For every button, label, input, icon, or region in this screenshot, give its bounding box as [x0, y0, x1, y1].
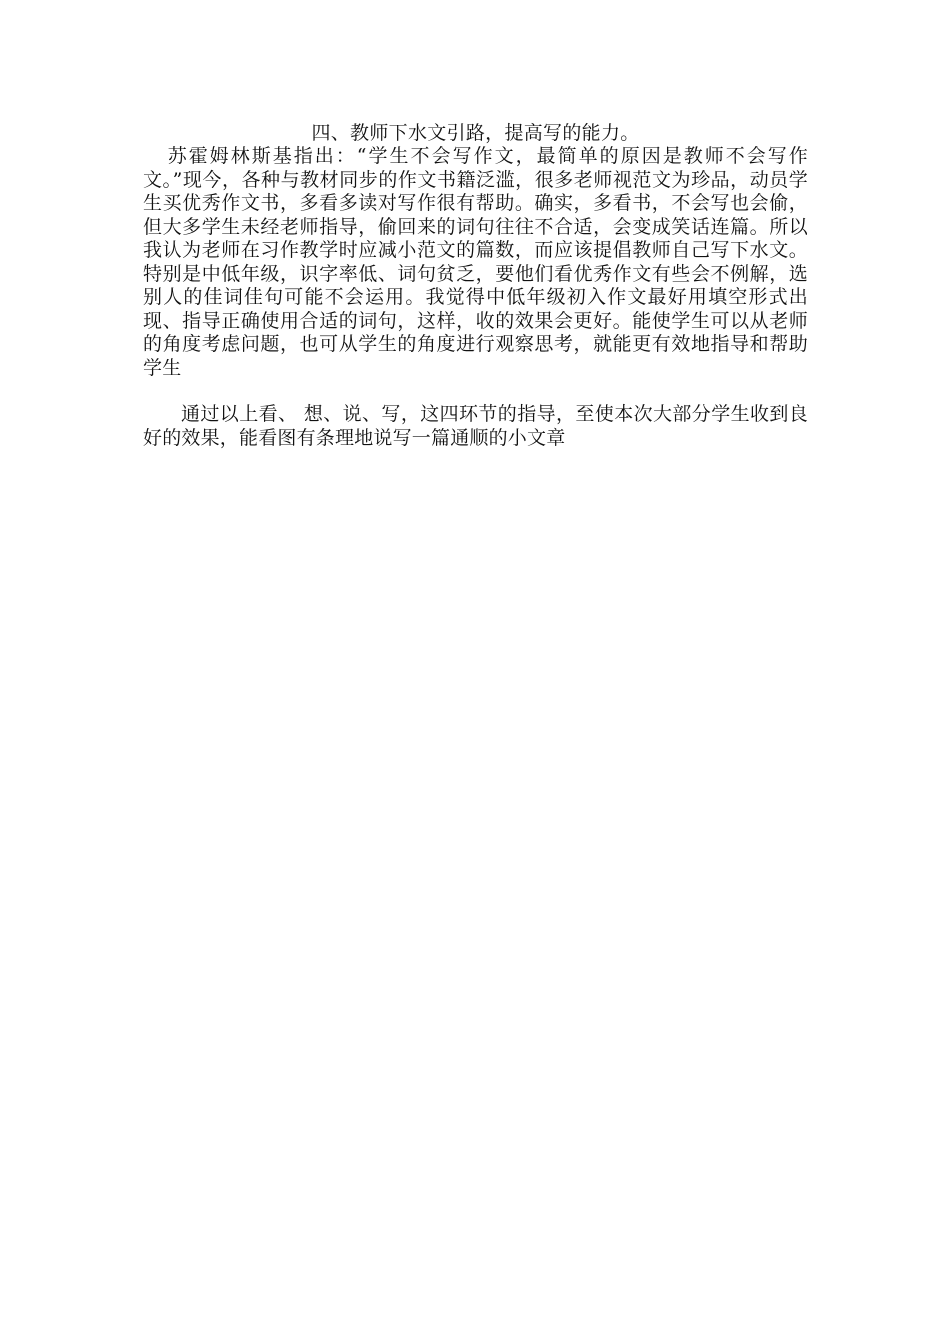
paragraph-2: 通过以上看、 想、说、写，这四环节的指导，至使本次大部分学生收到良好的效果，能看图有条理地说写一篇通顺的小文章 [143, 403, 808, 449]
document-body [143, 122, 808, 450]
section-heading: 四、教师下水文引路，提高写的能力。 [311, 122, 640, 144]
paragraph-1: 苏霍姆林斯基指出：“学生不会写作文，最简单的原因是教师不会写作文。”现今，各种与教材同步的作文书籍泛滥，很多老师视范文为珍品，动员学生买优秀作文书，多看多读对写作很有帮助。确实，多看书，不会写也会偷，但大多学生未经老师指导，偷回来的词句往往不合适，会变成笑话连篇。所以我认为老师在习作教学时应减小范文的篇数，而应该提倡教师自己写下水文。特别是中低年级，识字率低、词句贫乏，要他们看优秀作文有些会不例解，选别人的佳词佳句可能不会运用。我觉得中低年级初入作文最好用填空形式出现、指导正确使用合适的词句，这样，收的效果会更好。能使学生可以从老师的角度考虑问题，也可从学生的角度进行观察思考，就能更有效地指导和帮助学生 [143, 145, 808, 379]
